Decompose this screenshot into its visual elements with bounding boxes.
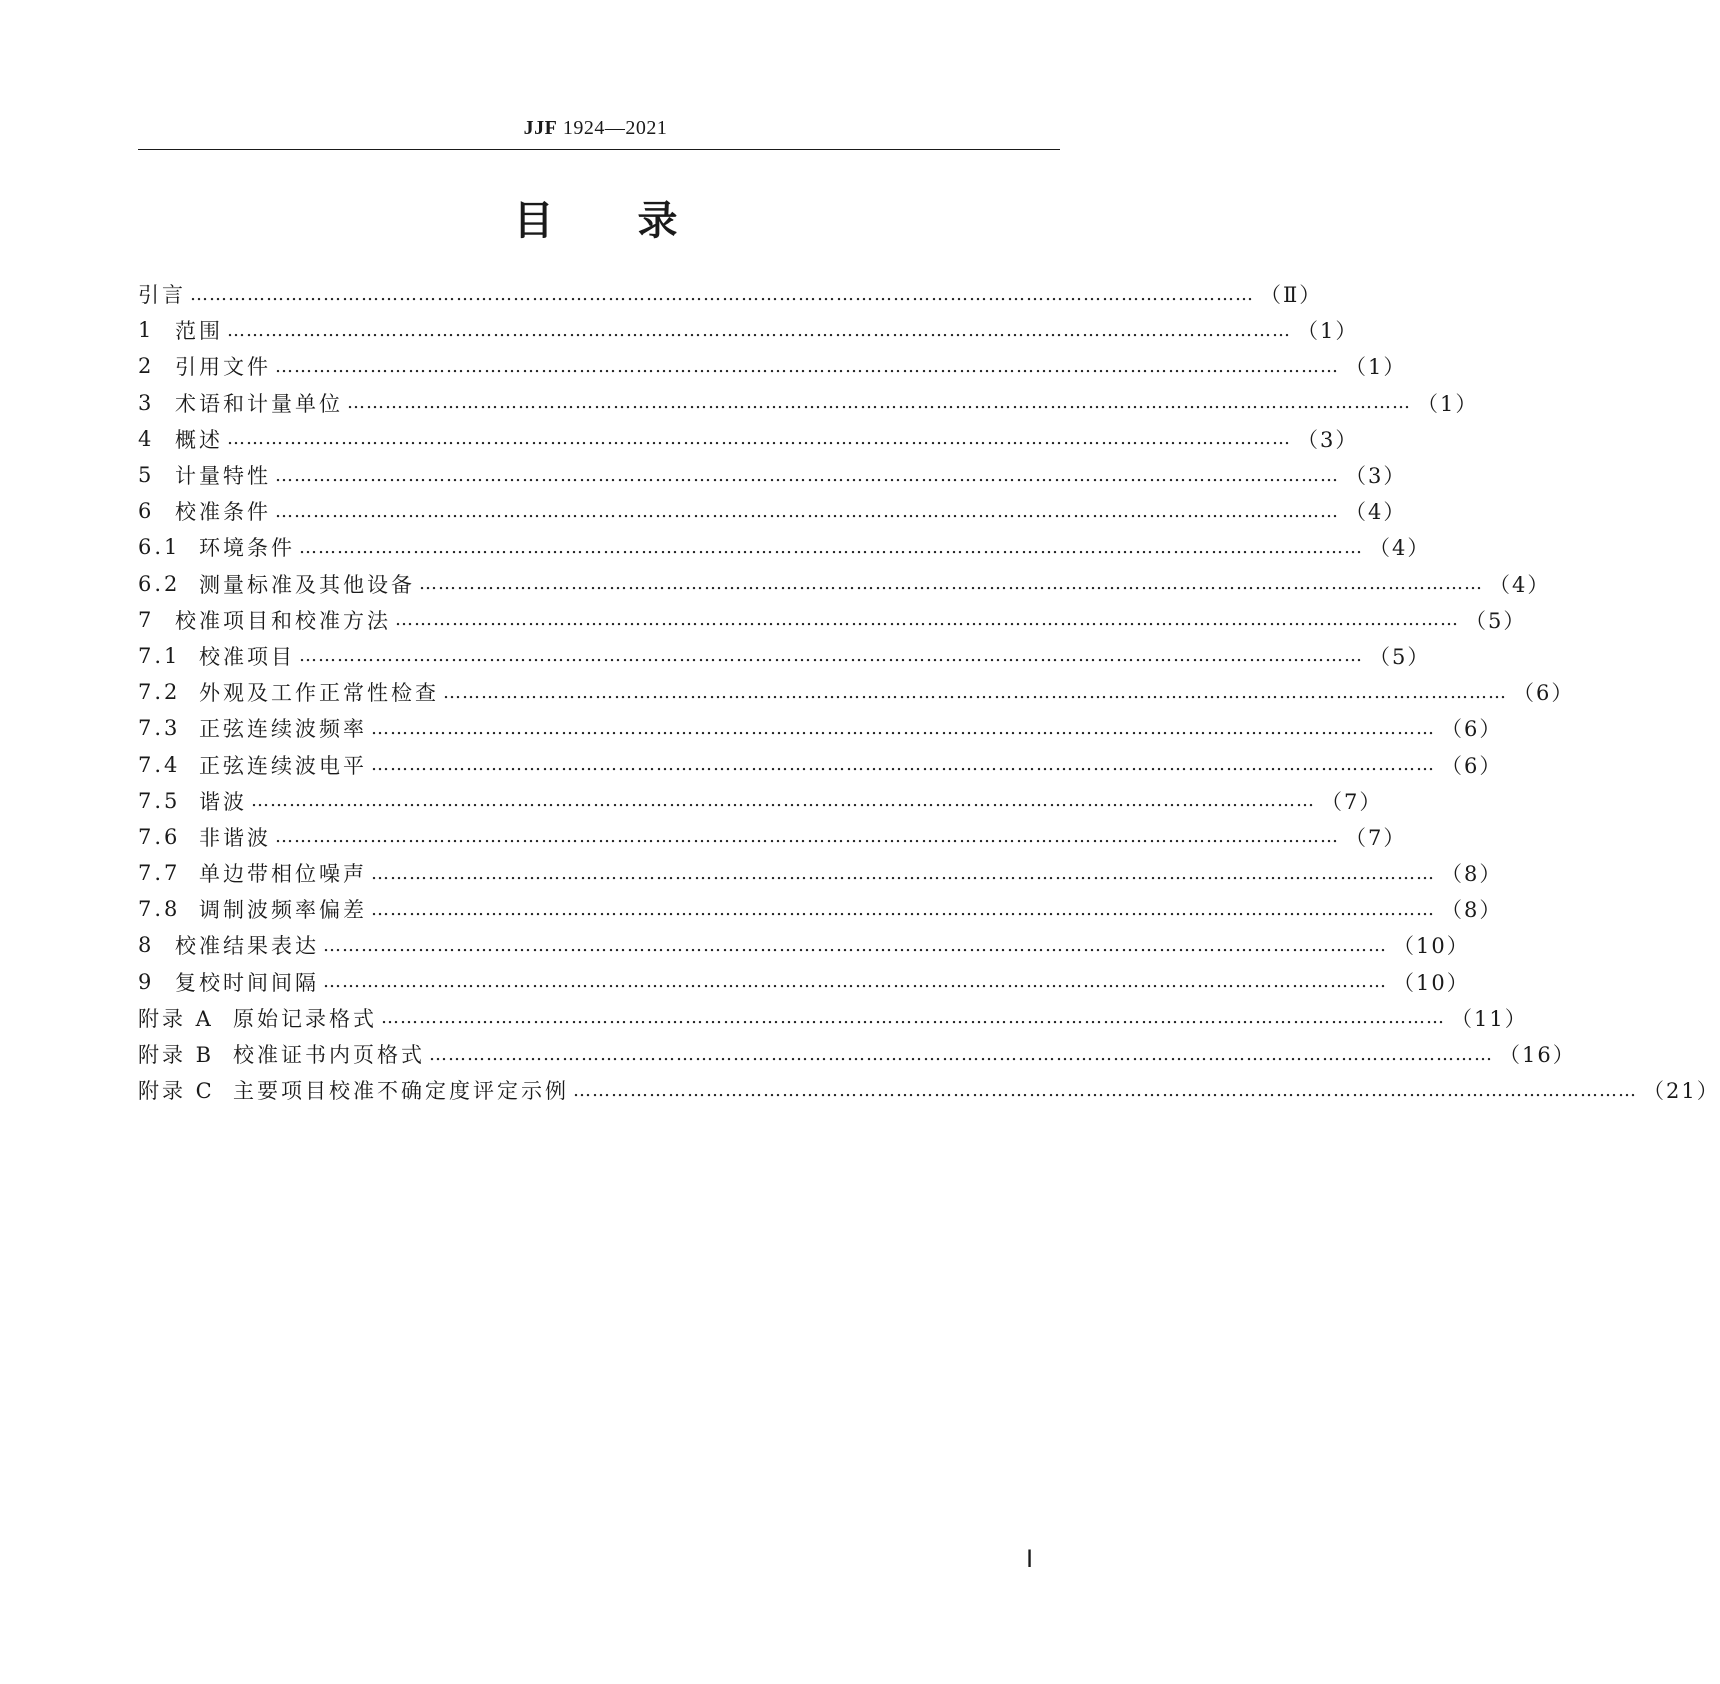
toc-entry-number: 6 xyxy=(138,499,155,524)
toc-entry-page: （4） xyxy=(1489,572,1551,597)
toc-entry-label: 术语和计量单位 xyxy=(175,391,343,416)
toc-entry-page: （1） xyxy=(1345,355,1407,380)
toc-leader-dots: …………………………………………………………………………………………………………………………………………………… xyxy=(381,1007,1445,1029)
toc-entry-label: 非谐波 xyxy=(199,825,271,850)
toc-entry-page: （10） xyxy=(1393,970,1470,995)
toc-entry-label: 谐波 xyxy=(199,789,247,814)
toc-leader-dots: …………………………………………………………………………………………………………………………………………………… xyxy=(227,319,1291,341)
toc-entry-page: （16） xyxy=(1499,1043,1576,1068)
toc-entry[interactable] xyxy=(138,312,1359,348)
toc-entry-label: 单边带相位噪声 xyxy=(199,862,367,887)
toc-entry-label: 环境条件 xyxy=(199,536,295,561)
toc-entry-page: （7） xyxy=(1321,789,1383,814)
toc-entry-label: 正弦连续波频率 xyxy=(199,717,367,742)
toc-entry-number: 8 xyxy=(138,933,155,958)
toc-leader-dots: …………………………………………………………………………………………………………………………………………………… xyxy=(323,934,1387,956)
toc-entry-page: （4） xyxy=(1345,500,1407,525)
toc-entry[interactable] xyxy=(138,1000,1528,1036)
toc-entry-number: 1 xyxy=(138,318,155,343)
toc-entry-number: 7.8 xyxy=(138,897,181,922)
toc-entry-label: 调制波频率偏差 xyxy=(199,898,367,923)
toc-entry-number: 7 xyxy=(138,607,155,632)
toc-entry[interactable] xyxy=(138,710,1503,746)
toc-entry-label: 计量特性 xyxy=(175,464,271,489)
toc-entry[interactable] xyxy=(138,529,1431,565)
toc-entry-page: （3） xyxy=(1297,427,1359,452)
toc-entry-page: （1） xyxy=(1417,391,1479,416)
toc-entry[interactable] xyxy=(138,927,1470,963)
standard-code-number: 1924—2021 xyxy=(562,117,668,139)
toc-entry-number: 2 xyxy=(138,354,155,379)
header-rule xyxy=(138,149,1060,150)
toc-leader-dots: …………………………………………………………………………………………………………………………………………………… xyxy=(347,392,1411,414)
toc-entry[interactable] xyxy=(138,819,1407,855)
toc-entry-page: （6） xyxy=(1441,717,1503,742)
page-number: Ⅰ xyxy=(1026,1547,1034,1573)
toc-entry-page: （3） xyxy=(1345,464,1407,489)
toc-leader-dots: …………………………………………………………………………………………………………………………………………………… xyxy=(299,645,1363,667)
toc-entry-page: （5） xyxy=(1369,644,1431,669)
toc-entry-number: 7.1 xyxy=(138,643,181,668)
toc-entry-label: 原始记录格式 xyxy=(233,1006,377,1031)
toc-entry[interactable] xyxy=(138,457,1407,493)
toc-leader-dots: …………………………………………………………………………………………………………………………………………………… xyxy=(227,428,1291,450)
toc-entry-label: 范围 xyxy=(175,319,223,344)
toc-entry-number: 7.2 xyxy=(138,680,181,705)
toc-entry-page: （10） xyxy=(1393,934,1470,959)
toc-entry-number: 3 xyxy=(138,390,155,415)
toc-leader-dots: …………………………………………………………………………………………………………………………………………………… xyxy=(275,464,1339,486)
toc-entry[interactable] xyxy=(138,348,1407,384)
toc-entry[interactable] xyxy=(138,638,1431,674)
toc-entry[interactable] xyxy=(138,1036,1576,1072)
toc-entry-number: 7.6 xyxy=(138,824,181,849)
toc-entry-label: 主要项目校准不确定度评定示例 xyxy=(233,1079,569,1104)
toc-entry-number: 7.4 xyxy=(138,752,181,777)
toc-leader-dots: …………………………………………………………………………………………………………………………………………………… xyxy=(299,536,1363,558)
toc-leader-dots: …………………………………………………………………………………………………………………………………………………… xyxy=(573,1079,1637,1101)
toc-entry-page: （1） xyxy=(1297,319,1359,344)
toc-entry-label: 复校时间间隔 xyxy=(175,970,319,995)
toc-leader-dots: …………………………………………………………………………………………………………………………………………………… xyxy=(275,826,1339,848)
toc-entry-number: 附录 C xyxy=(138,1079,215,1104)
toc-leader-dots: …………………………………………………………………………………………………………………………………………………… xyxy=(371,717,1435,739)
toc-entry-label: 概述 xyxy=(175,427,223,452)
document-header xyxy=(0,117,1191,140)
toc-leader-dots: …………………………………………………………………………………………………………………………………………………… xyxy=(419,573,1483,595)
toc-entry-number: 6.2 xyxy=(138,571,181,596)
toc-entry-page: （7） xyxy=(1345,825,1407,850)
toc-entry-label: 正弦连续波电平 xyxy=(199,753,367,778)
toc-entry[interactable] xyxy=(138,891,1503,927)
toc-entry[interactable] xyxy=(138,493,1407,529)
toc-entry[interactable] xyxy=(138,566,1551,602)
toc-entry-label: 校准结果表达 xyxy=(175,934,319,959)
toc-entry[interactable] xyxy=(138,421,1359,457)
toc-entry[interactable] xyxy=(138,674,1575,710)
toc-entry-page: （11） xyxy=(1451,1006,1528,1031)
toc-entry[interactable] xyxy=(138,746,1503,782)
toc-entry-label: 外观及工作正常性检查 xyxy=(199,681,439,706)
toc-entry-page: （8） xyxy=(1441,898,1503,923)
toc-leader-dots: …………………………………………………………………………………………………………………………………………………… xyxy=(251,790,1315,812)
page-title: 目录 xyxy=(513,198,762,244)
toc-entry-number: 9 xyxy=(138,969,155,994)
toc-entry[interactable] xyxy=(138,855,1503,891)
toc-entry[interactable] xyxy=(138,1072,1720,1108)
standard-code-prefix: JJF xyxy=(523,117,558,139)
toc-entry-label: 测量标准及其他设备 xyxy=(199,572,415,597)
toc-leader-dots: …………………………………………………………………………………………………………………………………………………… xyxy=(395,609,1459,631)
toc-entry-number: 7.3 xyxy=(138,716,181,741)
toc-entry[interactable] xyxy=(138,783,1383,819)
toc-leader-dots: …………………………………………………………………………………………………………………………………………………… xyxy=(429,1043,1493,1065)
toc-leader-dots: …………………………………………………………………………………………………………………………………………………… xyxy=(275,355,1339,377)
toc-entry-page: （4） xyxy=(1369,536,1431,561)
toc-entry-label: 校准条件 xyxy=(175,500,271,525)
toc-entry-page: （Ⅱ） xyxy=(1260,283,1323,308)
toc-entry-number: 5 xyxy=(138,463,155,488)
toc-entry-page: （6） xyxy=(1513,681,1575,706)
toc-leader-dots: …………………………………………………………………………………………………………………………………………………… xyxy=(275,500,1339,522)
toc-entry-number: 附录 A xyxy=(138,1006,214,1031)
toc-entry-number: 4 xyxy=(138,426,155,451)
toc-leader-dots: …………………………………………………………………………………………………………………………………………………… xyxy=(443,681,1507,703)
toc-entry-label: 校准证书内页格式 xyxy=(233,1043,425,1068)
toc-leader-dots: …………………………………………………………………………………………………………………………………………………… xyxy=(371,898,1435,920)
toc-entry-label: 引用文件 xyxy=(175,355,271,380)
toc-entry-number: 6.1 xyxy=(138,535,181,560)
toc-entry-page: （21） xyxy=(1643,1079,1720,1104)
toc-leader-dots: …………………………………………………………………………………………………………………………………………………… xyxy=(371,754,1435,776)
table-of-contents xyxy=(138,276,1720,1108)
toc-leader-dots: …………………………………………………………………………………………………………………………………………………… xyxy=(323,971,1387,993)
toc-entry-page: （8） xyxy=(1441,862,1503,887)
toc-entry[interactable] xyxy=(138,385,1479,421)
toc-entry-number: 附录 B xyxy=(138,1043,215,1068)
toc-entry[interactable] xyxy=(138,602,1527,638)
toc-leader-dots: …………………………………………………………………………………………………………………………………………………… xyxy=(371,862,1435,884)
toc-entry-page: （6） xyxy=(1441,753,1503,778)
toc-entry-label: 校准项目 xyxy=(199,644,295,669)
toc-entry-label: 校准项目和校准方法 xyxy=(175,608,391,633)
toc-entry[interactable] xyxy=(138,276,1323,312)
toc-entry-number: 7.7 xyxy=(138,861,181,886)
toc-entry-label: 引言 xyxy=(138,283,186,308)
toc-leader-dots: …………………………………………………………………………………………………………………………………………………… xyxy=(190,283,1254,305)
toc-entry[interactable] xyxy=(138,964,1470,1000)
toc-entry-page: （5） xyxy=(1465,608,1527,633)
toc-entry-number: 7.5 xyxy=(138,788,181,813)
